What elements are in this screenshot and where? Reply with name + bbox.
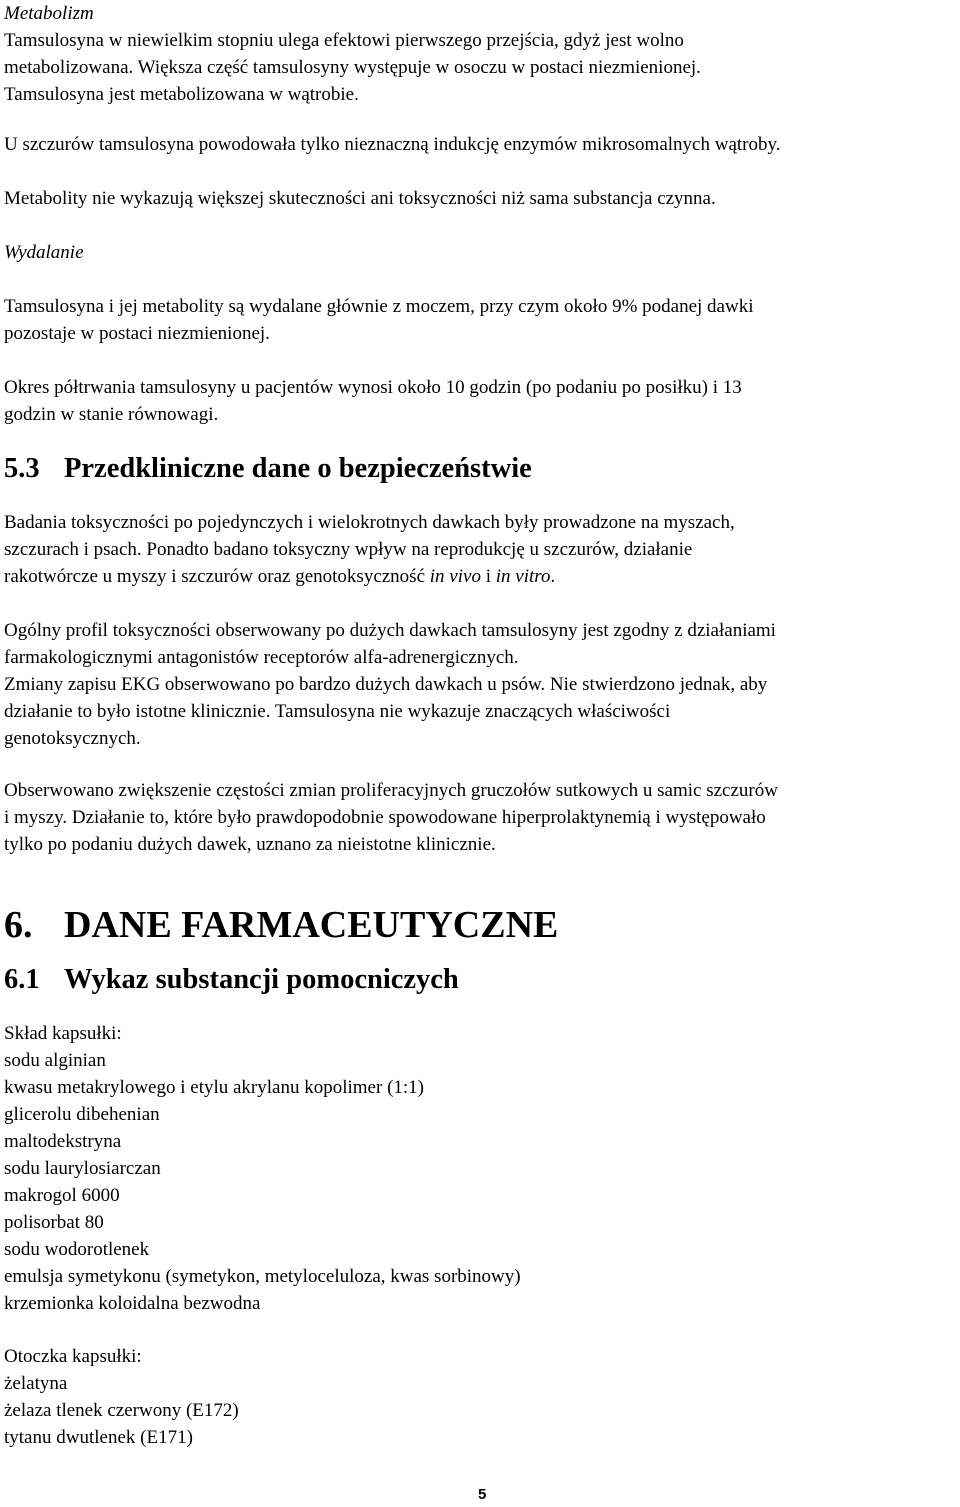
capsule-contents-list (4, 1020, 932, 1317)
text-line: szczurach i psach. Ponadto badano toksyczny wpływ na reprodukcję u szczurów, działanie (4, 539, 693, 560)
metabolism-paragraph-3: Metabolity nie wykazują większej skuteczności ani toksyczności niż sama substancja czynna. (4, 188, 716, 209)
list-item: żelatyna (4, 1373, 68, 1394)
excretion-heading: Wydalanie (4, 242, 84, 263)
text-line: tylko po podaniu dużych dawek, uznano za nieistotne klinicznie. (4, 834, 496, 855)
text-line: godzin w stanie równowagi. (4, 404, 219, 425)
text-line: Tamsulosyna i jej metabolity są wydalane głównie z moczem, przy czym około 9% podanej dawki (4, 296, 754, 317)
text-line: Ogólny profil toksyczności obserwowany po dużych dawkach tamsulosyny jest zgodny z działaniami (4, 620, 776, 641)
list-item: sodu laurylosiarczan (4, 1158, 161, 1179)
section-6-1-heading (4, 966, 932, 993)
text-fragment: i (480, 566, 496, 587)
list-item: polisorbat 80 (4, 1212, 104, 1233)
section-number: 6. (4, 904, 33, 946)
section-title: DANE FARMACEUTYCZNE (64, 904, 559, 946)
text-line: działanie to było istotne klinicznie. Tamsulosyna nie wykazuje znaczących właściwości (4, 701, 671, 722)
capsule-shell-label: Otoczka kapsułki: (4, 1346, 142, 1367)
section-number: 5.3 (4, 453, 40, 484)
safety-paragraph-2 (4, 617, 932, 752)
capsule-shell-list (4, 1343, 932, 1451)
text-fragment: . (550, 566, 556, 587)
text-line: pozostaje w postaci niezmienionej. (4, 323, 270, 344)
section-title: Przedkliniczne dane o bezpieczeństwie (64, 453, 532, 484)
excretion-paragraph-1 (4, 293, 932, 347)
metabolism-section (4, 0, 932, 108)
safety-paragraph-1 (4, 509, 932, 590)
section-title: Wykaz substancji pomocniczych (64, 964, 459, 995)
text-line: Okres półtrwania tamsulosyny u pacjentów wynosi około 10 godzin (po podaniu po posiłku) i 13 (4, 377, 742, 398)
list-item: żelaza tlenek czerwony (E172) (4, 1400, 239, 1421)
capsule-contents-label: Skład kapsułki: (4, 1023, 122, 1044)
italic-term: in vivo (429, 566, 481, 587)
text-line: farmakologicznymi antagonistów receptorów alfa-adrenergicznych. (4, 647, 519, 668)
text-line: Tamsulosyna w niewielkim stopniu ulega efektowi pierwszego przejścia, gdyż jest wolno (4, 30, 684, 51)
section-5-3-heading (4, 455, 932, 482)
italic-term: in vitro (495, 566, 551, 587)
text-line: rakotwórcze u myszy i szczurów oraz genotoksyczność (4, 566, 430, 587)
text-line: Tamsulosyna jest metabolizowana w wątrobie. (4, 84, 359, 105)
text-line: Obserwowano zwiększenie częstości zmian proliferacyjnych gruczołów sutkowych u samic szczurów (4, 780, 778, 801)
text-line: Zmiany zapisu EKG obserwowano po bardzo dużych dawkach u psów. Nie stwierdzono jednak, aby (4, 674, 768, 695)
list-item: sodu alginian (4, 1050, 106, 1071)
list-item: krzemionka koloidalna bezwodna (4, 1293, 261, 1314)
list-item: sodu wodorotlenek (4, 1239, 150, 1260)
metabolism-paragraph-1 (4, 27, 932, 108)
list-item: tytanu dwutlenek (E171) (4, 1427, 193, 1448)
section-number: 6.1 (4, 964, 40, 995)
metabolism-paragraph-2: U szczurów tamsulosyna powodowała tylko nieznaczną indukcję enzymów mikrosomalnych wątroby. (4, 134, 781, 155)
safety-paragraph-3 (4, 777, 932, 858)
text-line: i myszy. Działanie to, które było prawdopodobnie spowodowane hiperprolaktynemią i występowało (4, 807, 766, 828)
list-item: glicerolu dibehenian (4, 1104, 160, 1125)
metabolism-heading: Metabolizm (4, 3, 94, 24)
list-item: maltodekstryna (4, 1131, 122, 1152)
page-number: 5 (478, 1486, 487, 1503)
excretion-paragraph-2 (4, 374, 932, 428)
list-item: emulsja symetykonu (symetykon, metyloceluloza, kwas sorbinowy) (4, 1266, 521, 1287)
text-line: Badania toksyczności po pojedynczych i wielokrotnych dawkach były prowadzone na myszach, (4, 512, 735, 533)
section-6-heading (4, 904, 932, 946)
list-item: kwasu metakrylowego i etylu akrylanu kopolimer (1:1) (4, 1077, 425, 1098)
text-line: metabolizowana. Większa część tamsulosyny występuje w osoczu w postaci niezmienionej. (4, 57, 701, 78)
list-item: makrogol 6000 (4, 1185, 120, 1206)
text-line: genotoksycznych. (4, 728, 141, 749)
